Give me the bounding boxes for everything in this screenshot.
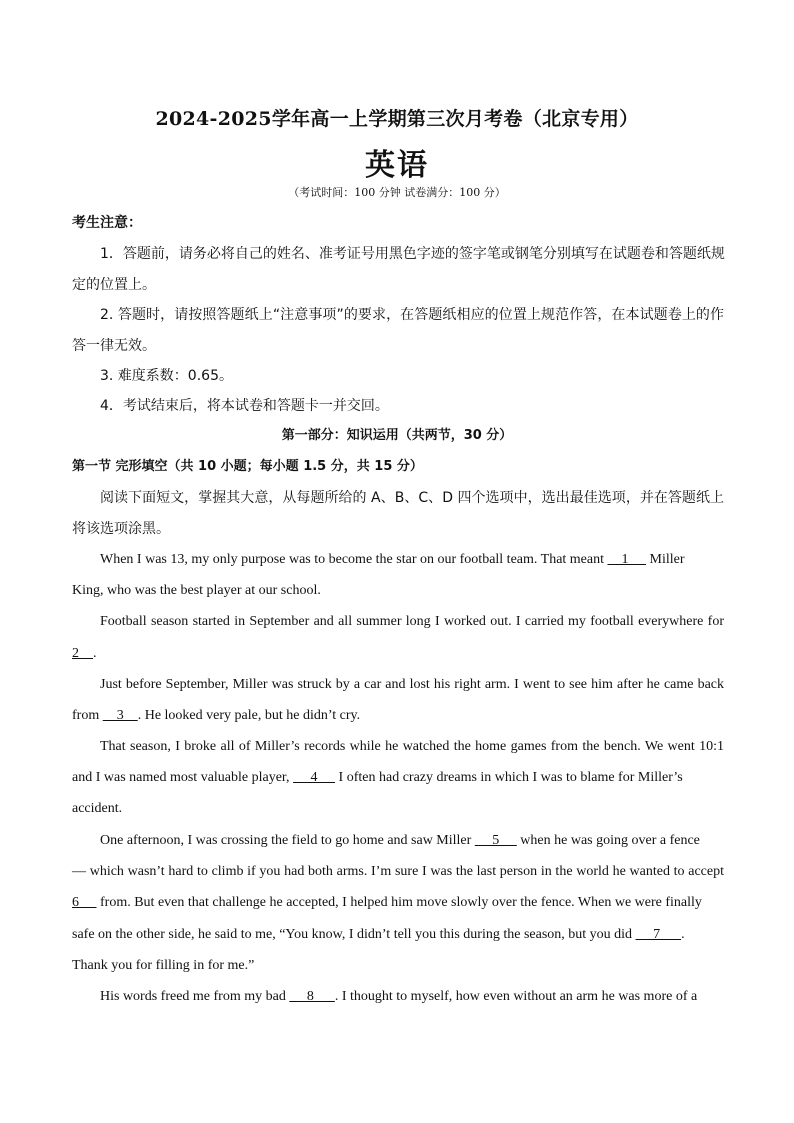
passage-line: [72, 893, 724, 913]
cloze-blank-8: 8: [289, 989, 335, 1004]
cloze-instructions-line-1: 阅读下面短文，掌握其大意，从每题所给的 A、B、C、D 四个选项中，选出最佳选项，并在答题纸上: [100, 490, 724, 506]
passage-line: [100, 831, 724, 851]
passage-line: — which wasn’t hard to climb if you had both arms. I’m sure I was the last person in the world he wanted to accept: [72, 864, 724, 879]
passage-text: .: [93, 646, 97, 661]
passage-text: Miller: [646, 552, 685, 567]
notice-item-2-line-2: 答一律无效。: [72, 338, 156, 354]
passage-line: [72, 768, 724, 788]
cloze-blank-2: 2: [72, 646, 93, 661]
passage-line: [100, 550, 724, 570]
section-one-heading: 第一节 完形填空（共 10 小题；每小题 1.5 分，共 15 分）: [72, 459, 423, 474]
passage-line: [100, 987, 724, 1007]
passage-line: [72, 925, 724, 945]
passage-line: King, who was the best player at our school.: [72, 583, 321, 598]
notice-item-1-line-1: 1．答题前，请务必将自己的姓名、准考证号用黑色字迹的签字笔或钢笔分别填写在试题卷和答题纸规: [100, 246, 725, 262]
passage-text: One afternoon, I was crossing the field to go home and saw Miller: [100, 833, 475, 848]
notice-item-1-line-2: 定的位置上。: [72, 277, 156, 293]
notice-item-4: 4．考试结束后，将本试卷和答题卡一并交回。: [100, 398, 389, 414]
part-one-heading: 第一部分：知识运用（共两节，30 分）: [281, 428, 513, 443]
passage-line: Thank you for filling in for me.”: [72, 958, 255, 973]
passage-text: safe on the other side, he said to me, “You know, I didn’t tell you this during the season, but you did: [72, 927, 636, 942]
passage-line: accident.: [72, 801, 123, 816]
passage-text: when he was going over a fence: [516, 833, 700, 848]
exam-title: 2024-2025学年高一上学期第三次月考卷（北京专用）: [155, 108, 639, 130]
passage-line: [72, 706, 724, 726]
passage-text: . I thought to myself, how even without an arm he was more of a: [334, 989, 698, 1004]
notice-heading: 考生注意：: [72, 215, 142, 231]
subject-title: 英语: [365, 148, 429, 183]
passage-text: His words freed me from my bad: [100, 989, 290, 1004]
notice-item-3: 3. 难度系数：0.65。: [100, 368, 233, 384]
exam-time-and-score: （考试时间：100 分钟 试卷满分：100 分）: [288, 186, 506, 199]
passage-line: That season, I broke all of Miller’s records while he watched the home games from the bench. We went 10:1: [100, 739, 724, 754]
passage-text: from. But even that challenge he accepted, I helped him move slowly over the fence. When we were finally: [96, 895, 702, 910]
passage-text: .: [681, 927, 685, 942]
passage-text: from: [72, 708, 103, 723]
cloze-blank-4: 4: [293, 770, 336, 785]
passage-text: and I was named most valuable player,: [72, 770, 294, 785]
passage-line: Just before September, Miller was struck by a car and lost his right arm. I went to see him after he came back: [100, 677, 724, 692]
cloze-blank-7: 7: [635, 927, 682, 942]
cloze-blank-3: 3: [102, 708, 138, 723]
passage-text: I often had crazy dreams in which I was to blame for Miller’s: [335, 770, 683, 785]
cloze-blank-6: 6: [72, 895, 97, 910]
passage-text: . He looked very pale, but he didn’t cry.: [137, 708, 361, 723]
passage-text: When I was 13, my only purpose was to become the star on our football team. That meant: [100, 552, 604, 567]
passage-line: Football season started in September and all summer long I worked out. I carried my football everywhere for: [100, 614, 724, 629]
cloze-blank-1: 1: [607, 552, 646, 567]
passage-line: [72, 644, 724, 664]
cloze-blank-5: 5: [474, 833, 517, 848]
notice-item-2-line-1: 2. 答题时，请按照答题纸上“注意事项”的要求，在答题纸相应的位置上规范作答，在本试题卷上的作: [100, 307, 724, 323]
cloze-instructions-line-2: 将该选项涂黑。: [72, 521, 170, 537]
